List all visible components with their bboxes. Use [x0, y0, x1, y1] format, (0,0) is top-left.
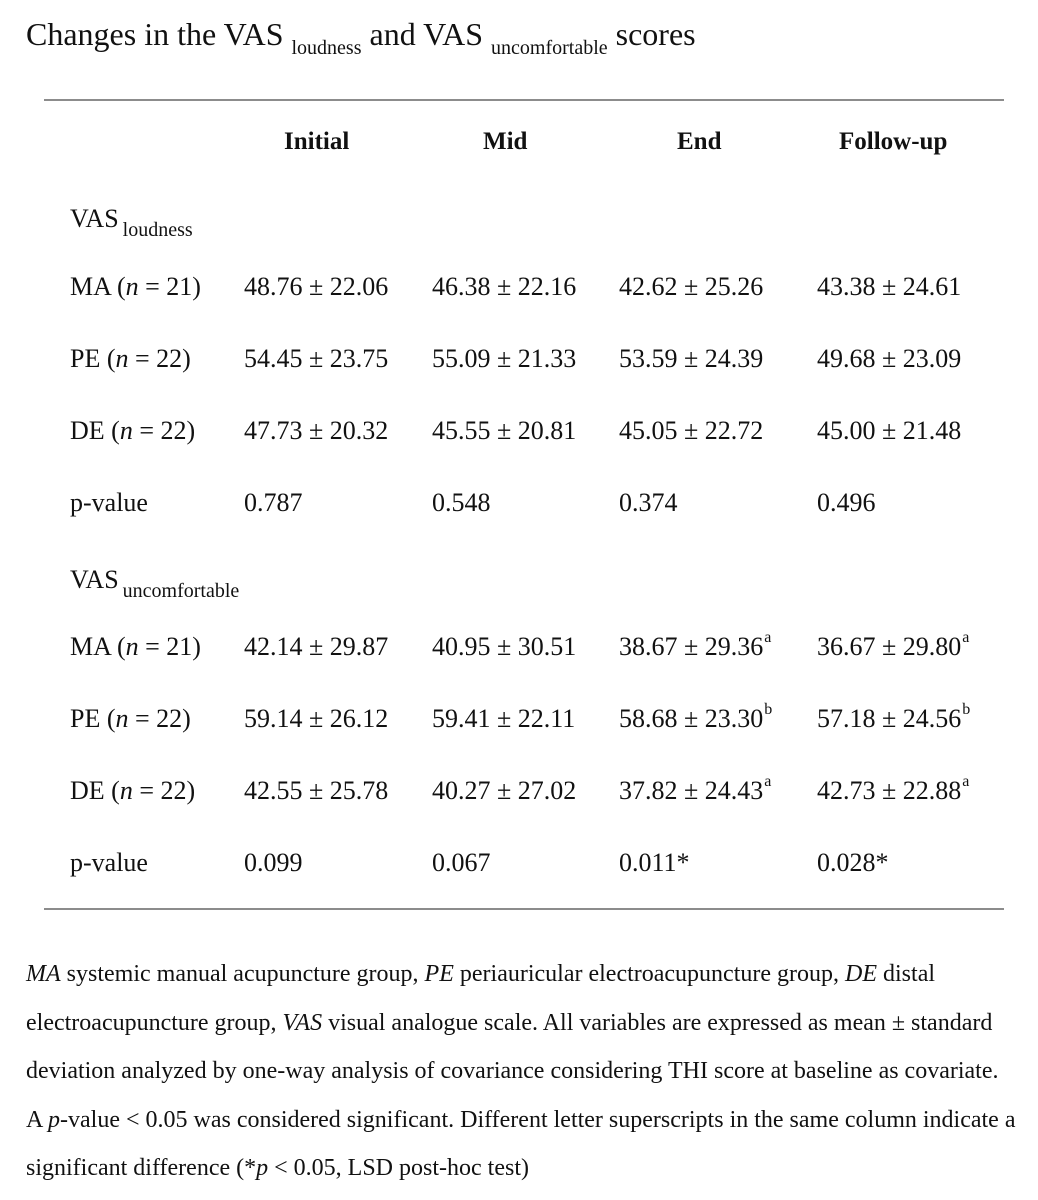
footnote-end-text: < 0.05, LSD post-hoc test) — [268, 1155, 529, 1181]
n-value: = 21) — [145, 632, 201, 661]
row-label: PE (n = 22) — [70, 704, 191, 733]
table-cell — [244, 344, 388, 374]
table-row — [0, 773, 1038, 816]
section-heading-subscript: uncomfortable — [122, 580, 240, 602]
cell-value: 53.59 ± 24.39 — [619, 344, 764, 373]
table-cell — [817, 416, 961, 446]
cell-superscript: a — [764, 773, 772, 790]
cell-value: 40.95 ± 30.51 — [432, 632, 577, 661]
cell-value: 37.82 ± 24.43 — [619, 776, 764, 805]
row-label: PE (n = 22) — [70, 344, 191, 373]
n-symbol: n — [125, 272, 139, 301]
table-cell — [432, 776, 576, 806]
group-name: MA — [70, 632, 111, 661]
cell-value: 55.09 ± 21.33 — [432, 344, 577, 373]
column-header-mid: Mid — [483, 128, 528, 155]
footnote-de-abbr: DE — [845, 961, 878, 987]
cell-value: 38.67 ± 29.36 — [619, 632, 764, 661]
top-rule — [44, 99, 1004, 101]
cell-superscript: a — [962, 773, 970, 790]
group-name: PE — [70, 344, 101, 373]
cell-value: 57.18 ± 24.56 — [817, 704, 962, 733]
footnote — [26, 950, 1016, 1193]
bottom-rule — [44, 908, 1004, 910]
n-symbol: n — [115, 344, 129, 373]
n-symbol: n — [119, 416, 133, 445]
section-heading-name: VAS — [70, 565, 119, 594]
section-heading-subscript: loudness — [122, 219, 193, 241]
pvalue-cell: 0.496 — [817, 488, 876, 517]
column-header-initial: Initial — [284, 128, 350, 155]
table-cell — [432, 704, 575, 734]
group-name: DE — [70, 416, 105, 445]
cell-value: 45.00 ± 21.48 — [817, 416, 962, 445]
cell-value: 54.45 ± 23.75 — [244, 344, 389, 373]
cell-value: 45.55 ± 20.81 — [432, 416, 577, 445]
table-cell — [244, 416, 388, 446]
footnote-de-text: distal electroacupuncture group, — [26, 961, 936, 1036]
title-subscript-2: uncomfortable — [491, 37, 608, 59]
pvalue-cell: 0.067 — [432, 848, 491, 877]
cell-value: 42.62 ± 25.26 — [619, 272, 764, 301]
table-cell — [817, 272, 961, 302]
pvalue-cell: 0.099 — [244, 848, 303, 877]
table-cell — [619, 272, 763, 302]
n-value: = 22) — [139, 776, 196, 805]
footnote-pe-text: periauricular electroacupuncture group, — [453, 961, 846, 987]
row-label: MA (n = 21) — [70, 272, 201, 301]
table-row — [0, 629, 1038, 672]
table-cell — [817, 344, 961, 374]
cell-value: 43.38 ± 24.61 — [817, 272, 962, 301]
footnote-mid-text: -value < 0.05 was considered significant. Different letter superscripts in the same column indicate a significant difference (* — [26, 1106, 1016, 1181]
n-value: = 21) — [145, 272, 201, 301]
footnote-p-italic: p — [48, 1106, 61, 1133]
cell-value: 45.05 ± 22.72 — [619, 416, 764, 445]
footnote-ma-text: systemic manual acupuncture group, — [60, 961, 425, 987]
table-cell — [619, 344, 763, 374]
n-value: = 22) — [139, 416, 196, 445]
group-name: MA — [70, 272, 111, 301]
title-subscript-1: loudness — [291, 37, 362, 59]
title-part-2: and VAS — [369, 16, 484, 52]
cell-value: 49.68 ± 23.09 — [817, 344, 962, 373]
row-label: DE (n = 22) — [70, 776, 196, 805]
table-cell — [432, 272, 576, 302]
cell-value: 48.76 ± 22.06 — [244, 272, 389, 301]
table-cell — [619, 773, 772, 806]
table-cell — [817, 629, 970, 662]
group-name: DE — [70, 776, 105, 805]
table-cell — [432, 416, 576, 446]
column-header-end: End — [677, 128, 722, 155]
pvalue-cell: 0.028* — [817, 848, 889, 877]
cell-superscript: b — [764, 701, 773, 718]
n-symbol: n — [115, 704, 129, 733]
cell-value: 40.27 ± 27.02 — [432, 776, 577, 805]
pvalue-label: p-value — [70, 848, 148, 877]
column-header-follow-up: Follow-up — [839, 128, 948, 155]
pvalue-label: p-value — [70, 488, 148, 517]
cell-superscript: a — [962, 629, 970, 646]
table-cell — [432, 632, 576, 662]
cell-value: 58.68 ± 23.30 — [619, 704, 764, 733]
table-cell — [244, 704, 388, 734]
table-row — [0, 344, 1038, 384]
table-cell — [817, 773, 970, 806]
cell-value: 36.67 ± 29.80 — [817, 632, 962, 661]
cell-value: 59.41 ± 22.11 — [432, 704, 576, 733]
table-cell — [244, 272, 388, 302]
section-heading — [70, 204, 193, 241]
title-part-3: scores — [615, 16, 696, 52]
cell-value: 42.55 ± 25.78 — [244, 776, 389, 805]
section-heading-name: VAS — [70, 204, 119, 233]
table-cell — [619, 629, 772, 662]
pvalue-cell: 0.011* — [619, 848, 690, 877]
cell-value: 47.73 ± 20.32 — [244, 416, 389, 445]
title-part-1: Changes in the VAS — [26, 16, 284, 52]
cell-value: 46.38 ± 22.16 — [432, 272, 577, 301]
table-cell — [244, 632, 388, 662]
table-title — [26, 16, 696, 59]
n-value: = 22) — [135, 344, 191, 373]
footnote-vas-abbr: VAS — [282, 1009, 323, 1036]
n-symbol: n — [125, 632, 139, 661]
row-label: MA (n = 21) — [70, 632, 201, 661]
footnote-p-italic-2: p — [256, 1155, 269, 1181]
table-cell — [619, 416, 763, 446]
table-row — [0, 416, 1038, 456]
table-row — [0, 272, 1038, 312]
pvalue-row — [0, 488, 1038, 528]
pvalue-row — [0, 848, 1038, 888]
group-name: PE — [70, 704, 101, 733]
footnote-pe-abbr: PE — [424, 961, 454, 987]
n-value: = 22) — [135, 704, 191, 733]
footnote-ma-abbr: MA — [26, 961, 61, 987]
pvalue-cell: 0.787 — [244, 488, 303, 517]
table-cell — [432, 344, 576, 374]
cell-value: 42.73 ± 22.88 — [817, 776, 962, 805]
pvalue-cell: 0.548 — [432, 488, 491, 517]
table-cell — [619, 701, 773, 734]
table-cell — [817, 701, 971, 734]
cell-value: 42.14 ± 29.87 — [244, 632, 389, 661]
cell-superscript: a — [764, 629, 772, 646]
row-label: DE (n = 22) — [70, 416, 196, 445]
n-symbol: n — [119, 776, 133, 805]
table-cell — [244, 776, 388, 806]
section-heading — [70, 565, 240, 602]
cell-superscript: b — [962, 701, 971, 718]
footnote-vas-text: visual analogue scale. All variables are expressed as mean ± standard deviation analyzed by one-way analysis of covariance considering THI score at baseline as covariate. A — [26, 1009, 999, 1133]
table-row — [0, 701, 1038, 744]
pvalue-cell: 0.374 — [619, 488, 678, 517]
cell-value: 59.14 ± 26.12 — [244, 704, 389, 733]
